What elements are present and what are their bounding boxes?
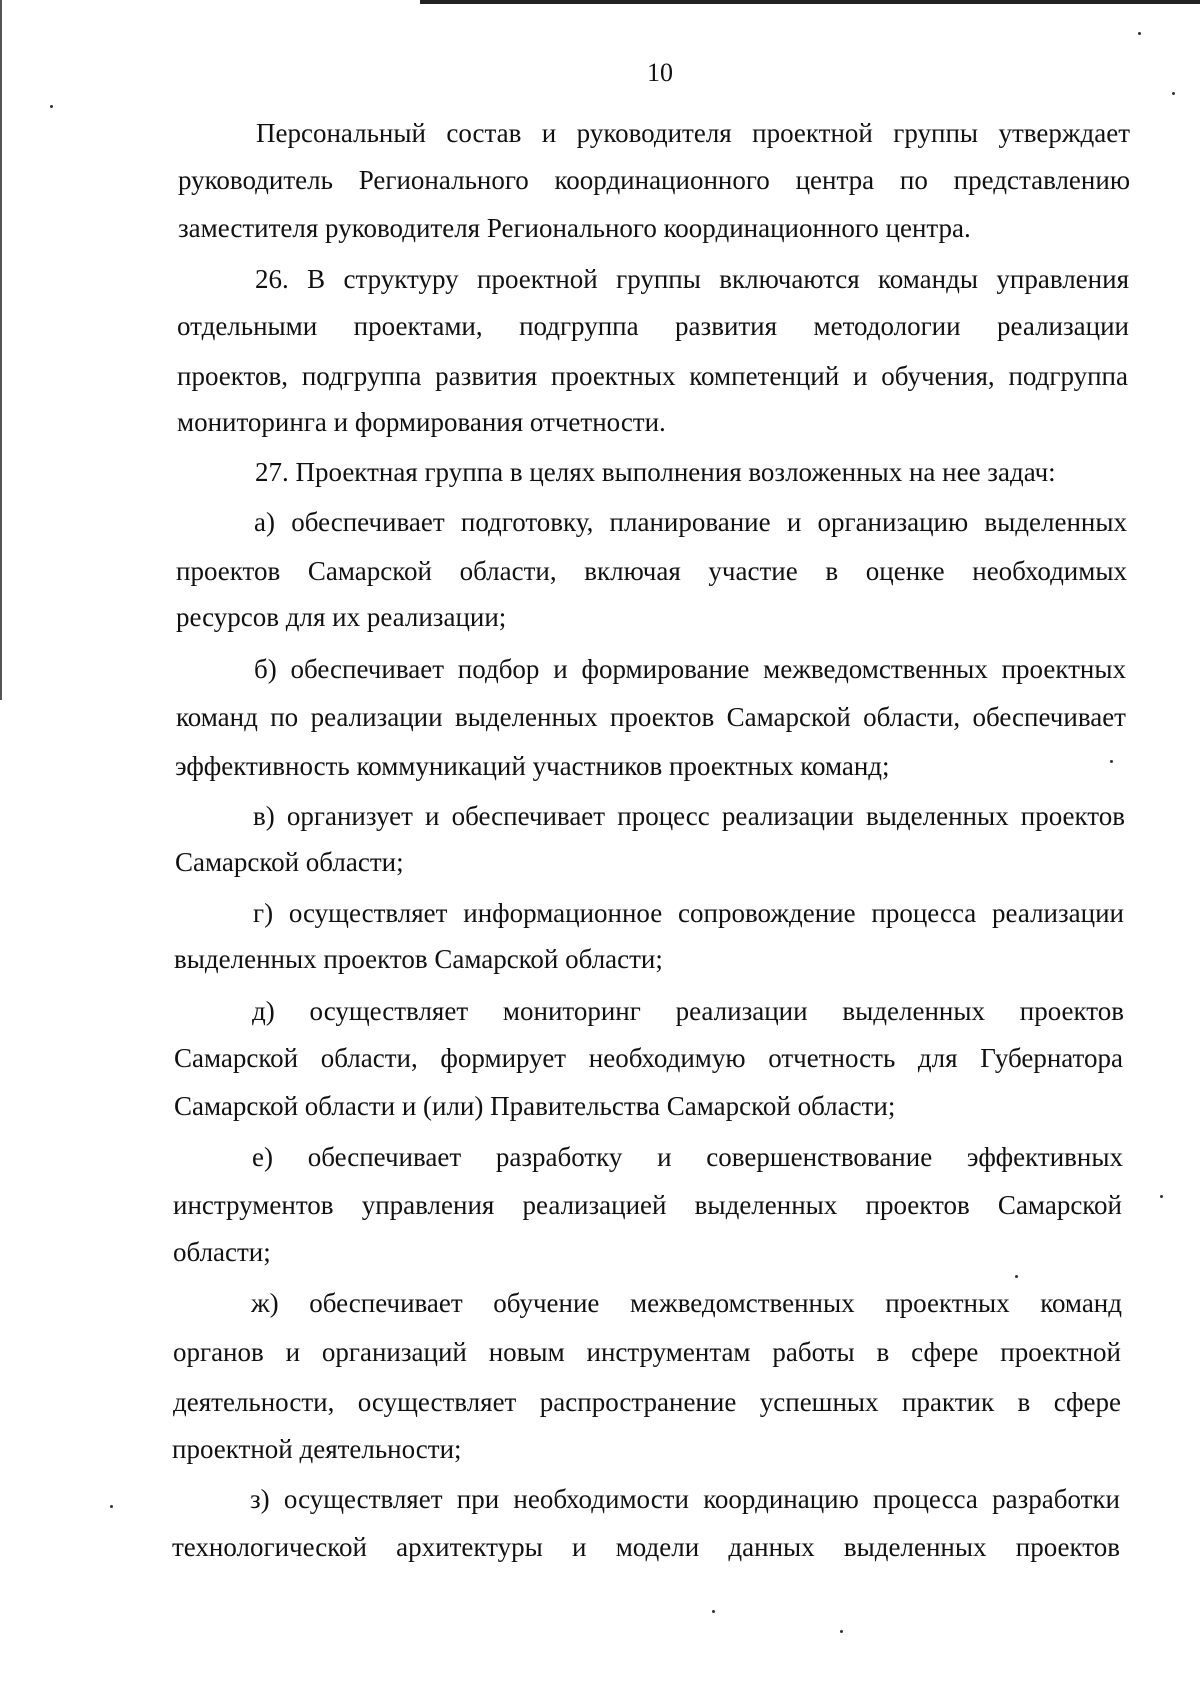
text-line: технологической архитектуры и модели данных выделенных проектов [172,1532,1120,1562]
text-line: Персональный состав и руководителя проектной группы утверждает [256,118,1130,148]
text-line: органов и организаций новым инструментам работы в сфере проектной [173,1337,1121,1367]
scan-speck [712,1610,715,1613]
text-line: 26. В структуру проектной группы включаются команды управления [255,264,1129,294]
text-line: Самарской области; [175,847,404,877]
text-line: проектов Самарской области, включая участие в оценке необходимых [176,556,1127,586]
text-line: мониторинга и формирования отчетности. [177,407,666,437]
page-number: 10 [647,58,673,87]
text-line: заместителя руководителя Регионального координационного центра. [178,213,971,243]
scan-speck [1110,760,1113,763]
text-line: Самарской области и (или) Правительства Самарской области; [174,1091,896,1121]
text-line: д) осуществляет мониторинг реализации выделенных проектов [252,996,1124,1026]
text-line: е) обеспечивает разработку и совершенствование эффективных [252,1142,1123,1172]
text-line: проектов, подгруппа развития проектных компетенций и обучения, подгруппа [177,361,1128,391]
scan-speck [1160,1195,1163,1198]
text-line: области; [173,1237,271,1267]
text-line: а) обеспечивает подготовку, планирование и организацию выделенных [254,507,1127,537]
text-line: деятельности, осуществляет распространение успешных практик в сфере [173,1387,1121,1417]
scan-speck [1172,92,1175,95]
scan-speck [1138,32,1141,35]
text-line: б) обеспечивает подбор и формирование межведомственных проектных [254,654,1126,684]
text-line: команд по реализации выделенных проектов Самарской области, обеспечивает [176,702,1126,732]
scan-border-top [420,0,1200,4]
text-line: 27. Проектная группа в целях выполнения возложенных на нее задач: [255,457,1056,487]
text-line: г) осуществляет информационное сопровождение процесса реализации [253,898,1124,928]
scan-speck [1015,1275,1018,1278]
text-line: инструментов управления реализацией выделенных проектов Самарской [173,1190,1122,1220]
text-line: выделенных проектов Самарской области; [174,944,663,974]
text-line: эффективность коммуникаций участников проектных команд; [175,751,890,781]
scan-speck [50,105,53,108]
scan-border-left [0,0,2,700]
text-line: отдельными проектами, подгруппа развития методологии реализации [177,311,1129,341]
text-line: в) организует и обеспечивает процесс реализации выделенных проектов [253,801,1125,831]
text-line: з) осуществляет при необходимости координацию процесса разработки [250,1484,1120,1514]
scan-speck [840,1630,843,1633]
scan-speck [110,1505,113,1508]
text-line: проектной деятельности; [172,1434,462,1464]
text-line: руководитель Регионального координационного центра по представлению [178,165,1130,195]
text-line: ж) обеспечивает обучение межведомственных проектных команд [251,1288,1122,1318]
text-line: ресурсов для их реализации; [176,602,507,632]
text-line: Самарской области, формирует необходимую отчетность для Губернатора [174,1043,1123,1073]
